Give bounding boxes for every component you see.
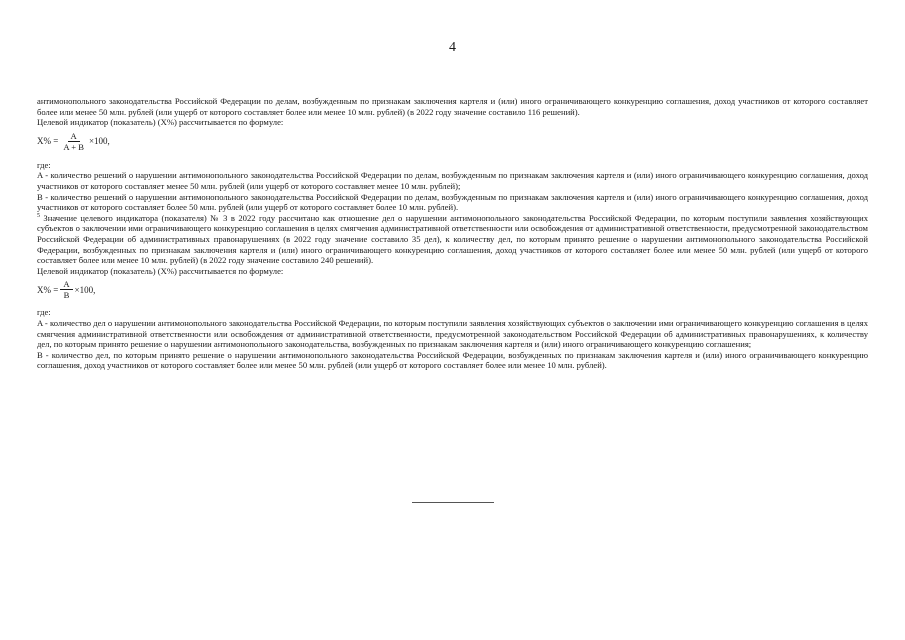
formula-lhs: X% =: [37, 284, 59, 295]
formula-lhs: X% =: [37, 136, 59, 147]
formula-fraction: [60, 131, 87, 152]
formula-fraction: [60, 279, 72, 300]
definition-b: B - количество решений о нарушении антимонопольного законодательства Российской Федерации по делам, возбужденным по признакам заключения картеля и (или) иного ограничивающего конкуренцию соглашения, доход участников от которого составляет более 50 млн. рублей (или ущерб от которого составляет более 10 млн. рублей).: [37, 191, 868, 213]
formula-denominator: B: [63, 290, 70, 301]
paragraph-continuation: антимонопольного законодательства Российской Федерации по делам, возбужденным по признакам заключения картеля и (или) иного ограничивающего конкуренцию соглашения, доход участников от которого составляет более или менее 50 млн. рублей (или ущерб от которого составляет более или менее 10 млн. рублей) (в 2022 году значение составило 116 решений).: [37, 96, 868, 117]
formula-rhs: ×100,: [88, 136, 110, 147]
formula-numerator: A: [68, 131, 80, 142]
formula-2: [37, 276, 868, 303]
formula-rhs: ×100,: [74, 284, 96, 295]
definition-a: A - количество решений о нарушении антимонопольного законодательства Российской Федерации по делам, возбужденным по признакам заключения картеля и (или) иного ограничивающего конкуренцию соглашения, доход участников от которого составляет менее 50 млн. рублей (или ущерб от которого составляет менее 10 млн. рублей);: [37, 170, 868, 191]
footnote-text: Значение целевого индикатора (показателя) № 3 в 2022 году рассчитано как отношение дел о нарушении антимонопольного законодательства Российской Федерации, по которым поступили заявления хозяйствующих субъектов о заключении ими ограничивающего конкуренцию соглашения в целях смягчения административной ответственности или освобождения от административной ответственности, предусмотренной законодательством Российской Федерации об административных правонарушениях (в 2022 году значение составило 35 дел), к количеству дел, по которым принято решение о нарушении антимонопольного законодательства Российской Федерации, возбужденных по признакам заключения картеля и (или) иного ограничивающего конкуренцию соглашения, доход участников от которого составляет более или менее 50 млн. рублей (или ущерб от которого составляет более или менее 10 млн. рублей) (в 2022 году значение составило 240 решений).: [37, 212, 868, 266]
definition-b-2: B - количество дел, по которым принято решение о нарушении антимонопольного законодательства Российской Федерации, возбужденных по признакам заключения картеля и (или) иного ограничивающего конкуренцию соглашения, доход участников от которого составляет более или менее 50 млн. рублей (или ущерб от которого составляет более или менее 10 млн. рублей).: [37, 349, 868, 371]
footnote-marker: 5: [37, 212, 40, 219]
footnote: [37, 213, 868, 266]
formula-1: [37, 128, 868, 156]
formula-denominator: A + B: [63, 142, 84, 153]
where-label: где:: [37, 159, 51, 170]
page-number: 4: [449, 40, 456, 55]
formula-intro-2: Целевой индикатор (показатель) (X%) рассчитывается по формуле:: [37, 265, 284, 276]
document-body: [37, 96, 868, 371]
formula-numerator: A: [60, 279, 72, 290]
definition-a-2: A - количество дел о нарушении антимонопольного законодательства Российской Федерации, по которым поступили заявления хозяйствующих субъектов о заключении ими ограничивающего конкуренцию соглашения в целях смягчения административной ответственности или освобождения от административной ответственности, предусмотренной законодательством Российской Федерации об административных правонарушениях, к количеству дел, по которым принято решение о нарушении антимонопольного законодательства, возбужденных по признакам заключения картеля и (или) иного ограничивающего конкуренцию соглашения;: [37, 317, 868, 350]
formula-intro: Целевой индикатор (показатель) (X%) рассчитывается по формуле:: [37, 117, 284, 128]
where-label-2: где:: [37, 307, 51, 318]
footer-separator-line: [412, 502, 494, 503]
